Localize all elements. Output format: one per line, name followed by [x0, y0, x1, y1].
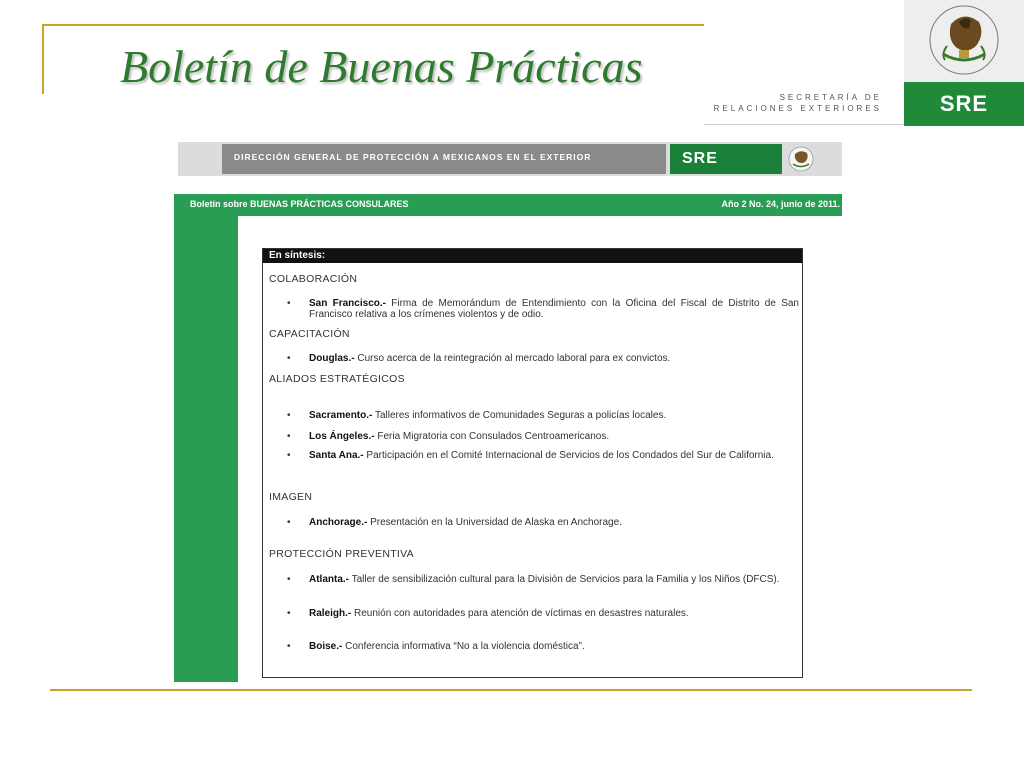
item-text: Talleres informativos de Comunidades Seguras a policías locales.	[372, 410, 667, 421]
item-place: Raleigh.-	[309, 608, 352, 619]
bottom-rule	[50, 689, 972, 691]
bullet-icon: •	[287, 353, 291, 364]
bulletin-issue: Año 2 No. 24, junio de 2011.	[721, 199, 840, 209]
section-title: PROTECCIÓN PREVENTIVA	[269, 548, 414, 560]
item-text: Presentación en la Universidad de Alaska en Anchorage.	[367, 517, 622, 528]
top-rule	[44, 24, 704, 26]
bullet-icon: •	[287, 641, 291, 652]
item-place: Los Ángeles.-	[309, 431, 375, 442]
bulletin-image	[174, 142, 842, 682]
bullet-icon: •	[287, 574, 291, 585]
bulletin-name: Boletín sobre BUENAS PRÁCTICAS CONSULARES	[190, 199, 409, 209]
synthesis-title: En síntesis:	[263, 249, 802, 263]
bulletin-title-bar	[174, 194, 842, 216]
small-coat-of-arms-icon	[786, 145, 816, 173]
section-title: IMAGEN	[269, 491, 313, 503]
item-text: Conferencia informativa “No a la violencia doméstica”.	[342, 641, 585, 652]
left-rule	[42, 24, 44, 94]
bullet-icon: •	[287, 608, 291, 619]
secretaria-label: SECRETARÍA DE	[779, 93, 882, 102]
item-text: Curso acerca de la reintegración al mercado laboral para ex convictos.	[354, 353, 671, 364]
item-text: Firma de Memorándum de Entendimiento con la Oficina del Fiscal de Distrito de San Francisco relativa a los crímenes violentos y de odio.	[309, 298, 799, 320]
item-place: Boise.-	[309, 641, 343, 652]
item-text: Taller de sensibilización cultural para la División de Servicios para la Familia y los Niños (DFCS).	[349, 574, 780, 585]
bulletin-sidebar	[174, 216, 238, 682]
item-text: Reunión con autoridades para atención de víctimas en desastres naturales.	[351, 608, 689, 619]
item-place: Anchorage.-	[309, 517, 368, 528]
section-title: ALIADOS ESTRATÉGICOS	[269, 373, 405, 385]
bulletin-sre-logo: SRE	[670, 144, 782, 174]
item-place: Santa Ana.-	[309, 450, 364, 461]
relaciones-label: RELACIONES EXTERIORES	[713, 104, 882, 113]
bullet-icon: •	[287, 298, 291, 309]
item-place: Sacramento.-	[309, 410, 373, 421]
bullet-icon: •	[287, 410, 291, 421]
logo-divider	[704, 124, 904, 125]
bullet-icon: •	[287, 517, 291, 528]
item-place: Atlanta.-	[309, 574, 349, 585]
section-title: CAPACITACIÓN	[269, 328, 350, 340]
sre-logo-text: SRE	[904, 82, 1024, 126]
bulletin-header-text: DIRECCIÓN GENERAL DE PROTECCIÓN A MEXICANOS EN EL EXTERIOR	[222, 144, 666, 174]
item-place: Douglas.-	[309, 353, 355, 364]
item-place: San Francisco.-	[309, 298, 386, 309]
synthesis-box	[262, 248, 803, 678]
mexican-coat-of-arms-icon	[921, 2, 1007, 80]
item-text: Feria Migratoria con Consulados Centroamericanos.	[374, 431, 610, 442]
bullet-icon: •	[287, 450, 291, 461]
section-title: COLABORACIÓN	[269, 273, 358, 285]
bullet-icon: •	[287, 431, 291, 442]
item-text: Participación en el Comité Internacional de Servicios de los Condados del Sur de California.	[363, 450, 774, 461]
sre-logo-block	[704, 0, 1024, 126]
slide-title: Boletín de Buenas Prácticas	[120, 41, 643, 92]
